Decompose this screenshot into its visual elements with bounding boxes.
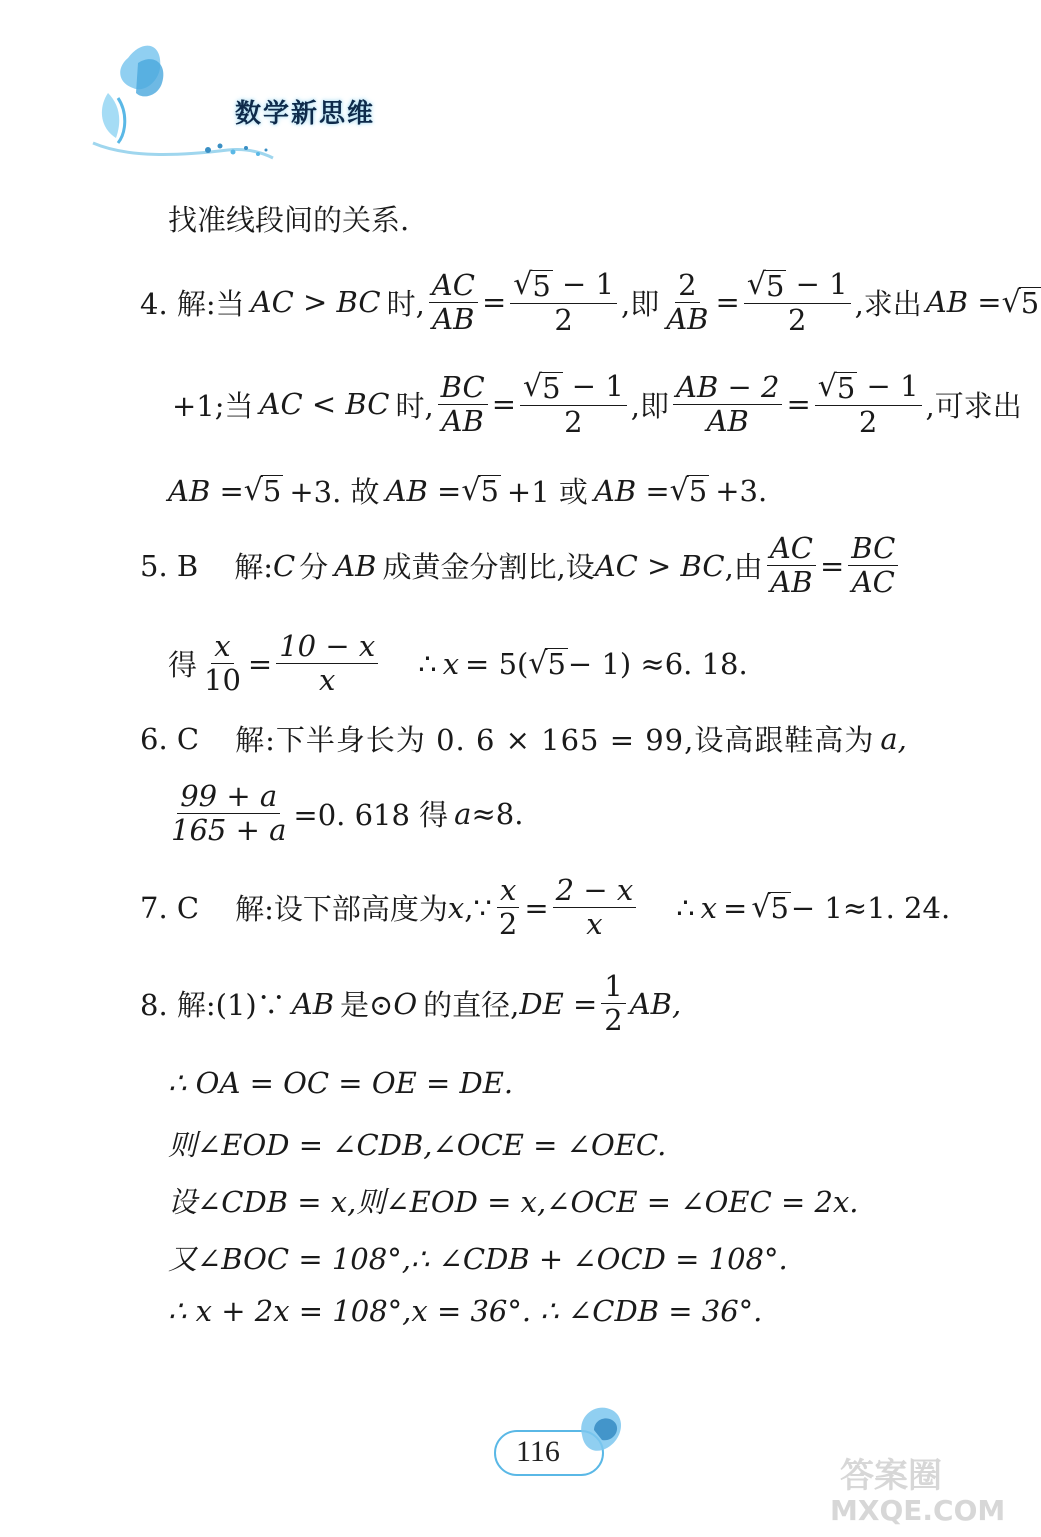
radicand: 5 bbox=[836, 370, 856, 405]
answer: 6. C bbox=[140, 721, 200, 756]
radicand: 5 bbox=[547, 647, 566, 682]
numerator: AB − 2 bbox=[673, 371, 782, 405]
fraction bbox=[815, 370, 922, 439]
sqrt: √ 5 bbox=[1001, 284, 1040, 321]
math: x bbox=[447, 890, 465, 925]
denominator: AB bbox=[432, 301, 475, 336]
watermark-url: MXQE.COM bbox=[830, 1494, 1006, 1527]
fraction bbox=[168, 780, 289, 848]
radicand: 5 bbox=[262, 474, 282, 509]
page-number: 116 bbox=[516, 1435, 560, 1468]
numerator: 10 − x bbox=[276, 630, 378, 664]
problem-8-line-3: 则∠EOD = ∠CDB,∠OCE = ∠OEC. bbox=[168, 1128, 667, 1162]
denominator: AB bbox=[706, 403, 749, 438]
numerator: 99 + a bbox=[177, 780, 280, 814]
because: ,∵ bbox=[464, 890, 492, 925]
denominator: AB bbox=[770, 565, 813, 600]
text: 解: bbox=[234, 550, 273, 585]
sqrt: √ 5 bbox=[817, 369, 856, 405]
denominator: 165 + a bbox=[171, 813, 287, 848]
math: x bbox=[442, 646, 460, 681]
math: a, bbox=[880, 721, 907, 756]
problem-6-line-2 bbox=[168, 780, 523, 848]
text: ,即 bbox=[621, 286, 660, 321]
numerator: BC bbox=[438, 371, 488, 405]
math: O bbox=[393, 986, 418, 1021]
text: ,由 bbox=[724, 550, 763, 585]
text: ,求出 bbox=[854, 286, 922, 321]
fraction bbox=[767, 532, 816, 600]
text: − 1≈1. 24. bbox=[790, 890, 951, 925]
sqrt: √ 5 bbox=[461, 473, 499, 509]
math: AB bbox=[291, 986, 335, 1021]
therefore: ∴ bbox=[418, 646, 437, 681]
header-title: 数学新思维 bbox=[235, 99, 376, 129]
fraction bbox=[520, 370, 627, 439]
text: 是⊙ bbox=[340, 988, 394, 1023]
radicand: 5 bbox=[532, 268, 551, 303]
math: x bbox=[700, 890, 718, 925]
math: AB = bbox=[385, 473, 462, 508]
math: AB, bbox=[629, 986, 682, 1021]
sqrt: √ 5 bbox=[243, 473, 282, 509]
sqrt: √ 5 bbox=[528, 646, 566, 682]
text: 8. 解:(1)∵ bbox=[140, 988, 286, 1023]
text: 解:下半身长为 0. 6 × 165 = 99,设高跟鞋高为 bbox=[235, 723, 875, 757]
denominator: AB bbox=[666, 301, 709, 336]
text-line bbox=[168, 198, 409, 239]
fraction bbox=[663, 269, 711, 337]
text: ≈8. bbox=[471, 796, 524, 831]
denominator: AB bbox=[441, 403, 484, 438]
math: a bbox=[454, 796, 472, 831]
problem-5-line-2: 得 $\frac{x}{10}$ = $\frac{10 - x}{x}$ ∴ x = 5( √ 5 − 1) ≈6. 18. bbox=[168, 629, 748, 698]
answer: 5. B bbox=[140, 548, 199, 583]
radicand: 5 bbox=[480, 474, 499, 509]
problem-5-line-1: 5. B 解: C 分 AB 成黄金分割比,设 AC > BC ,由 $\frac{AC}{AB}$ = $\frac{BC}{AC}$ bbox=[140, 532, 902, 600]
fraction bbox=[848, 532, 898, 600]
text: +1;当 bbox=[172, 388, 254, 423]
text: − 1) ≈6. 18. bbox=[567, 646, 748, 681]
denominator: x bbox=[319, 663, 336, 698]
minus-one: − 1 bbox=[552, 267, 615, 301]
math: AC < BC bbox=[259, 387, 390, 422]
text: ,可求出 bbox=[925, 388, 1022, 423]
watermark-logo: 答案圈 bbox=[840, 1456, 942, 1496]
problem-4-line-1: 4. 解:当 AC > BC 时, $\frac{AC}{AB}$ = √ 5 − 1 2 ,即 $\frac{2}{AB}$ = √ 5 − 1 2 ,求出 AB = √ 5 bbox=[140, 267, 1040, 337]
text: =0. 618 得 bbox=[293, 798, 449, 833]
therefore: ∴ bbox=[676, 890, 695, 925]
fraction bbox=[429, 269, 478, 337]
fraction bbox=[496, 874, 520, 942]
radicand: 5 bbox=[1020, 286, 1040, 321]
problem-8-line-1 bbox=[140, 970, 681, 1038]
numerator: x bbox=[497, 874, 519, 908]
numerator bbox=[744, 268, 851, 304]
problem-8-line-6: ∴ x + 2x = 108°,x = 36°. ∴ ∠CDB = 36°. bbox=[168, 1294, 763, 1328]
numerator bbox=[520, 370, 627, 406]
fraction bbox=[553, 874, 637, 942]
text: 4. 解:当 bbox=[140, 286, 245, 321]
math: AB bbox=[334, 548, 377, 583]
radicand: 5 bbox=[765, 268, 785, 303]
radicand: 5 bbox=[542, 370, 561, 405]
fraction bbox=[601, 970, 625, 1038]
text: 时, bbox=[386, 286, 425, 321]
math: AC > BC bbox=[594, 548, 725, 583]
problem-7-line-1: 7. C 解:设下部高度为 x ,∵ $\frac{x}{2}$ = $\frac{2 - x}{x}$ ∴ x = √ 5 − 1≈1. 24. bbox=[140, 873, 951, 942]
denominator: 2 bbox=[554, 302, 573, 337]
numerator: BC bbox=[848, 532, 898, 566]
numerator: 1 bbox=[601, 970, 625, 1004]
numerator bbox=[510, 268, 617, 304]
denominator: x bbox=[586, 907, 603, 942]
text: 得 bbox=[168, 648, 198, 683]
sqrt: √ 5 bbox=[513, 267, 551, 303]
denominator: 2 bbox=[498, 907, 518, 942]
problem-8-line-2: ∴ OA = OC = OE = DE. bbox=[168, 1066, 514, 1100]
problem-8-line-5: 又∠BOC = 108°,∴ ∠CDB + ∠OCD = 108°. bbox=[168, 1242, 788, 1276]
text: 解:设下部高度为 bbox=[235, 892, 448, 927]
text: +3. bbox=[715, 473, 768, 508]
math: AB = bbox=[593, 473, 670, 508]
denominator: 2 bbox=[604, 1003, 623, 1038]
fraction bbox=[276, 630, 378, 698]
text: 分 bbox=[299, 550, 329, 585]
math: AC > BC bbox=[250, 285, 381, 320]
answer: 7. C bbox=[140, 890, 200, 925]
numerator: 2 bbox=[675, 269, 699, 303]
text: = bbox=[723, 890, 748, 925]
numerator bbox=[815, 370, 922, 406]
minus-one: − 1 bbox=[857, 369, 919, 403]
text: 成黄金分割比,设 bbox=[382, 550, 595, 585]
sqrt: √ 5 bbox=[746, 267, 785, 303]
problem-6-line-1 bbox=[140, 718, 907, 759]
math: AB = bbox=[168, 473, 244, 508]
flower-icon bbox=[572, 1400, 632, 1464]
radicand: 5 bbox=[688, 474, 708, 509]
numerator: x bbox=[211, 630, 233, 664]
problem-4-line-2: +1;当 AC < BC 时, $\frac{BC}{AB}$ = √ 5 − 1 2 ,即 $\frac{AB - 2}{AB}$ = √ 5 − 1 2 ,可求出 bbox=[172, 369, 1022, 439]
numerator: AC bbox=[767, 532, 816, 566]
denominator: 2 bbox=[564, 404, 583, 439]
numerator: AC bbox=[429, 269, 478, 303]
fraction bbox=[201, 630, 244, 698]
text: 找准线段间的关系. bbox=[168, 203, 410, 237]
fraction bbox=[438, 371, 488, 439]
text: 时, bbox=[395, 388, 434, 423]
math: C bbox=[272, 548, 296, 583]
text: +3. 故 bbox=[289, 475, 380, 509]
minus-one: − 1 bbox=[562, 369, 624, 403]
text: ,即 bbox=[630, 388, 669, 423]
fraction bbox=[744, 268, 851, 337]
radicand: 5 bbox=[770, 891, 789, 926]
denominator: 2 bbox=[858, 404, 878, 439]
math: DE = bbox=[519, 986, 598, 1021]
text: = 5( bbox=[465, 646, 529, 681]
fraction bbox=[673, 371, 782, 439]
denominator: AC bbox=[851, 565, 895, 600]
sqrt: √ 5 bbox=[751, 890, 789, 926]
denominator: 2 bbox=[787, 302, 807, 337]
text: +1 或 bbox=[506, 475, 588, 509]
fraction bbox=[510, 268, 617, 337]
text: 的直径, bbox=[423, 988, 520, 1023]
sqrt: √ 5 bbox=[669, 473, 708, 509]
problem-8-line-4: 设∠CDB = x,则∠EOD = x,∠OCE = ∠OEC = 2x. bbox=[168, 1185, 859, 1219]
minus-one: − 1 bbox=[786, 267, 848, 301]
math: AB = bbox=[925, 285, 1002, 320]
denominator: 10 bbox=[204, 663, 241, 698]
sqrt: √ 5 bbox=[523, 369, 561, 405]
numerator: 2 − x bbox=[553, 874, 637, 908]
problem-4-line-3 bbox=[168, 470, 767, 511]
